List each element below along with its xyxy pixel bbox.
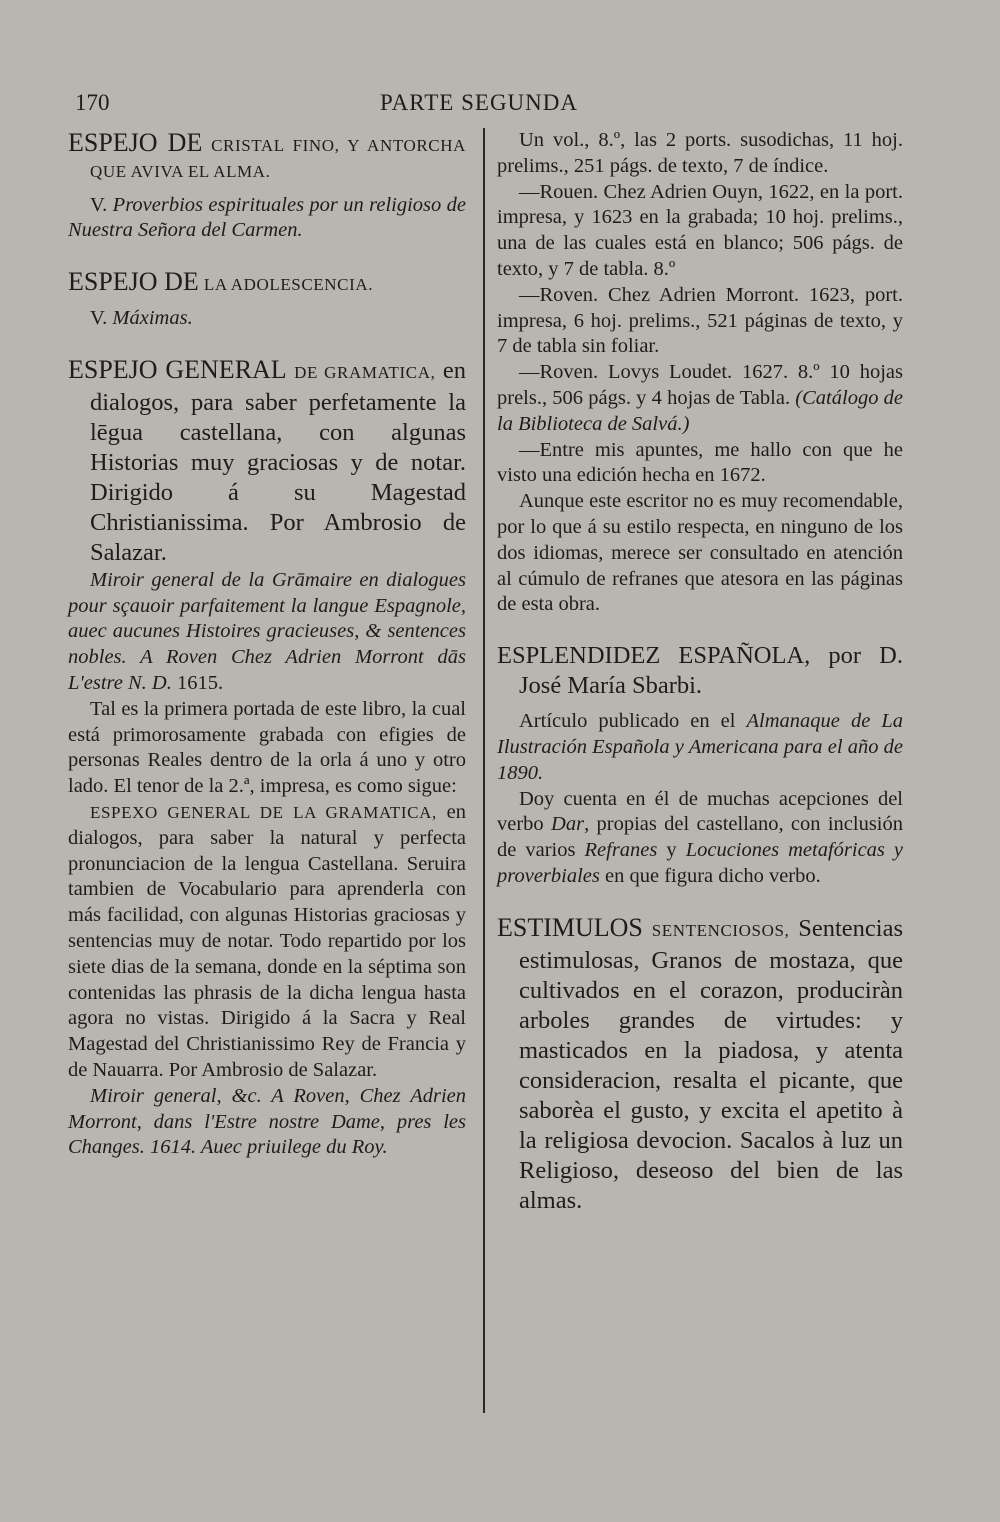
cross-reference xyxy=(68,306,466,332)
italic-word: Dar xyxy=(551,813,585,836)
paragraph-text: —Roven. Lovys Loudet. 1627. 8.º 10 hojas prels., 506 págs. y 4 hojas de Tabla. xyxy=(497,361,903,409)
citation: (Catálogo de la Biblioteca de Salvá.) xyxy=(497,386,903,435)
entry-smallcaps: DE GRAMATICA, xyxy=(294,362,436,382)
see-ref: Proverbios espirituales por un religioso de Nuestra Señora del Carmen. xyxy=(68,193,466,242)
italic-title: Almanaque de La Ilustración Española y Americana para el año de 1890. xyxy=(497,710,904,784)
entry-smallcaps: CRISTAL FINO, Y ANTORCHA QUE AVIVA EL ALMA. xyxy=(90,136,467,181)
paragraph-text: Doy cuenta en él de muchas acepciones del verbo xyxy=(497,787,903,836)
italic-word: Refranes xyxy=(584,839,658,862)
paragraph xyxy=(497,709,903,786)
paragraph: Un vol., 8.º, las 2 ports. susodichas, 11 hoj. prelims., 251 págs. de texto, 7 de índice. xyxy=(497,129,903,177)
see-label: V. xyxy=(90,306,108,329)
paragraph: —Entre mis apuntes, me hallo con que he visto una edición hecha en 1672. xyxy=(497,438,903,487)
entry-smallcaps: SENTENCIOSOS, xyxy=(651,920,790,940)
paragraph xyxy=(497,360,903,437)
quote-text: en dialogos, para saber la natural y perfecta pronunciacion de la lengua Castellana. Seruira tambien de Vocabulario para aprenderla con más facilidad, con algunas Historias graciosas y sentencias muy de notar. Todo repartido por los siete dias de la semana, donde en la séptima son contenidas las phrasis de la dicha lengua hasta agora no vistas. Dirigido á la Sacra y Real Magestad del Christianissimo Rey de Francia y de Nauarra. Por Ambrosio de Salazar. xyxy=(68,800,466,1081)
entry-lead: ESPEJO GENERAL xyxy=(68,354,287,384)
see-label: V. xyxy=(90,193,108,216)
left-column xyxy=(68,128,466,1161)
entry-lead: ESPEJO DE xyxy=(68,267,199,297)
entry-body: en dialogos, para saber perfetamente la lēgua castellana, con algunas Historias muy graciosas y de notar. Dirigido á su Magestad Christianissima. Por Ambrosio de Salazar. xyxy=(90,356,466,566)
paragraph: —Roven. Chez Adrien Morront. 1623, port. impresa, 6 hoj. prelims., 521 páginas de texto, y 7 de tabla sin foliar. xyxy=(497,283,903,358)
paragraph: Tal es la primera portada de este libro, la cual está primorosamente grabada con efigies de personas Reales dentro de la orla á uno y otro lado. El tenor de la 2.ª, impresa, es como sigue: xyxy=(68,697,466,798)
french-title-text: Miroir general de la Grāmaire en dialogues pour sçauoir parfaitement la langue Espagnole, auec aucunes Histoires gracieuses, & sentences nobles. A Roven Chez Adrien Morront dās L'estre N. D. xyxy=(68,568,466,694)
entry-lead: ESPEJO DE xyxy=(68,128,203,157)
running-title: PARTE SEGUNDA xyxy=(380,90,578,115)
right-column xyxy=(497,128,903,1216)
column-divider xyxy=(483,128,485,1413)
entry-body: Sentencias estimulosas, Granos de mostaza, que cultivados en el corazon, produciràn arboles grandes de virtudes: y masticados en la piadosa, y atenta consideracion, resalta el picante, que saborèa el gusto, y excita el apetito à la religiosa devocion. Sacalos à luz un Religioso, deseoso del bien de las almas. xyxy=(519,914,903,1214)
paragraph-text: Artículo publicado en el xyxy=(519,710,736,733)
entry-esplendidez: ESPLENDIDEZ ESPAÑOLA, por D. José María Sbarbi. xyxy=(497,642,903,700)
paragraph: —Rouen. Chez Adrien Ouyn, 1622, en la port. impresa, y 1623 en la grabada; 10 hoj. prelims., una de las cuales está en blanco; 506 págs. de texto, y 7 de tabla. 8.º xyxy=(497,180,903,280)
entry-espejo-cristal xyxy=(68,128,466,185)
entry-espejo-adolescencia xyxy=(68,267,466,298)
entry-estimulos xyxy=(497,913,903,1216)
italic-phrase: Locuciones metafóricas y proverbiales xyxy=(497,839,904,887)
quoted-title xyxy=(68,800,466,1084)
quote-smallcaps: ESPEXO GENERAL DE LA GRAMATICA, xyxy=(90,802,437,822)
french-title-2: Miroir general, &c. A Roven, Chez Adrien Morront, dans l'Estre nostre Dame, pres les Changes. 1614. Auec priuilege du Roy. xyxy=(68,1084,466,1159)
entry-espejo-general xyxy=(68,355,466,568)
see-ref: Máximas. xyxy=(112,306,193,329)
paragraph-text: y xyxy=(666,839,677,862)
page-number: 170 xyxy=(75,90,110,115)
paragraph-text: , propias del castellano, con inclusión de varios xyxy=(497,813,904,862)
entry-lead: ESTIMULOS xyxy=(497,912,643,942)
french-title xyxy=(68,568,466,697)
cross-reference xyxy=(68,193,466,245)
paragraph-text: en que figura dicho verbo. xyxy=(605,864,821,887)
paragraph xyxy=(497,787,903,890)
paragraph: Aunque este escritor no es muy recomendable, por lo que á su estilo respecta, en ninguno de los dos idiomas, merece ser consultado en atención al cúmulo de refranes que atesora en las páginas de esta obra. xyxy=(497,490,903,616)
french-year: 1615. xyxy=(176,671,224,694)
entry-smallcaps: LA ADOLESCENCIA. xyxy=(203,275,374,295)
